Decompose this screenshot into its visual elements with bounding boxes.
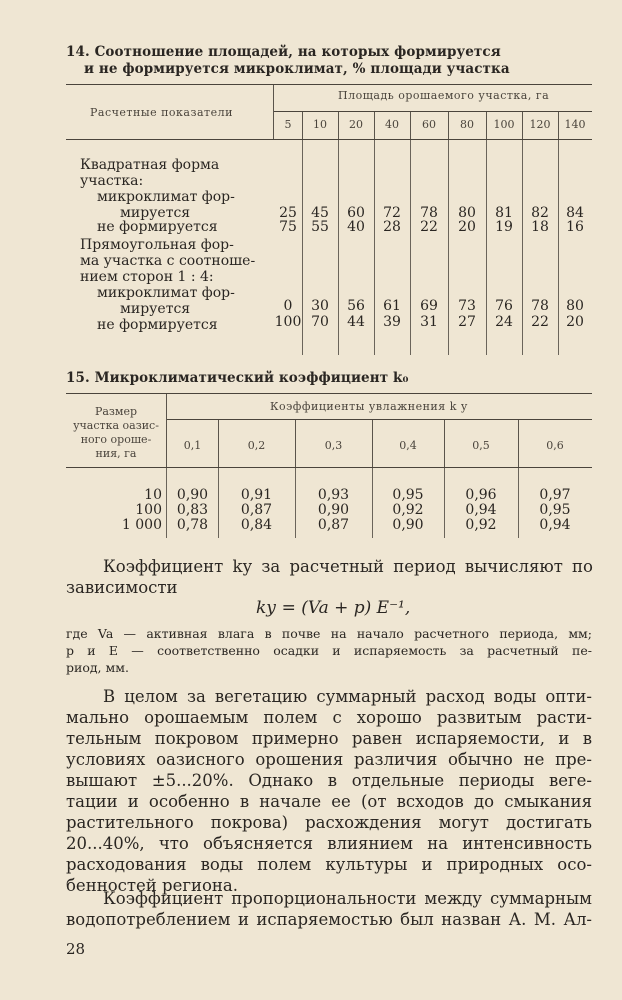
- table15-cell: 0,92: [465, 517, 497, 533]
- table15-top-rule: [66, 393, 592, 394]
- table14-cell: 80: [458, 205, 476, 221]
- para1-line2: зависимости: [66, 578, 178, 597]
- table14-header-rule: [66, 139, 592, 140]
- table14-cell: 56: [347, 298, 365, 314]
- table14-cell: 73: [458, 298, 476, 314]
- table14-cell: 70: [311, 314, 329, 330]
- paragraph-line: бенностей региона.: [66, 876, 238, 895]
- table14-area-header: 5: [284, 118, 292, 131]
- table14-row-label: нием сторон 1 : 4:: [80, 269, 214, 285]
- table14-cell: 82: [531, 205, 549, 221]
- table14-col-header: Расчетные показатели: [90, 106, 233, 119]
- table14-cell: 22: [420, 219, 438, 235]
- table15-cell: 0,87: [317, 517, 350, 533]
- table15-column-rule: [218, 420, 219, 467]
- table15-col-header-line: ния, га: [95, 447, 137, 460]
- paragraph-line: 20...40%, что объясняется влиянием на интенсивность: [66, 834, 592, 853]
- table14-cell: 30: [311, 298, 329, 314]
- table15-col-header-line: Размер: [94, 405, 138, 418]
- table15-cell: 0,90: [317, 502, 350, 518]
- table14-row-label: микроклимат фор-: [97, 189, 235, 205]
- table14-cell: 80: [566, 298, 584, 314]
- table14-cell: 60: [347, 205, 365, 221]
- table15-cell: 0,87: [240, 502, 273, 518]
- paragraph-line: В целом за вегетацию суммарный расход воды опти-: [103, 687, 592, 706]
- paragraph-line: вышают ±5...20%. Однако в отдельные периоды веге-: [66, 771, 592, 790]
- table14-row-label: Квадратная форма: [80, 157, 220, 173]
- table15-header-divider: [166, 394, 167, 468]
- table14-cell: 81: [495, 205, 513, 221]
- table14-row-label: не формируется: [97, 317, 218, 333]
- table15-coef-header: 0,6: [546, 439, 564, 452]
- table14-row-label: мируется: [120, 205, 191, 221]
- table14-cell: 61: [383, 298, 401, 314]
- table15-column-rule: [372, 420, 373, 467]
- table14-column-rule: [374, 112, 375, 139]
- table15-cell: 0,93: [317, 487, 350, 503]
- table14-cell: 24: [495, 314, 513, 330]
- table15-column-rule: [518, 420, 519, 467]
- paragraph-line: Коэффициент пропорциональности между суммарным: [103, 889, 592, 908]
- table15-coef-header: 0,1: [183, 439, 202, 452]
- paragraph-line: мально орошаемым полем с хорошо развитым расти-: [66, 708, 592, 727]
- table15-size-cell: 1 000: [121, 517, 162, 533]
- table15-col-header-line: ного ороше-: [80, 433, 152, 446]
- table14-area-header: 10: [313, 118, 327, 131]
- table14-column-rule: [448, 112, 449, 139]
- table14-cell: 28: [383, 219, 401, 235]
- table14-cell: 69: [420, 298, 438, 314]
- table15-cell: 0,78: [176, 517, 209, 533]
- table15-cell: 0,94: [539, 517, 571, 533]
- table15-column-rule: [444, 420, 445, 467]
- table14-cell: 0: [283, 298, 293, 314]
- table14-column-rule: [558, 112, 559, 139]
- table14-cell: 31: [420, 314, 438, 330]
- table15-col-header-line: участка оазис-: [73, 419, 159, 432]
- table14-cell: 78: [420, 205, 438, 221]
- table14-cell: 25: [279, 205, 297, 221]
- paragraph-line: водопотреблением и испаряемостью был назван А. М. Ал-: [66, 910, 592, 929]
- table14-area-header: 40: [385, 118, 399, 131]
- table14-column-rule: [486, 112, 487, 139]
- page-number: 28: [66, 940, 86, 958]
- table14-column-rule: [338, 112, 339, 139]
- table15-cell: 0,97: [539, 487, 571, 503]
- table14-cell: 20: [458, 219, 476, 235]
- table14-row-label: Прямоугольная фор-: [80, 237, 234, 253]
- table15-cell: 0,90: [176, 487, 209, 503]
- table14-area-header: 100: [493, 118, 515, 131]
- table14-cell: 40: [347, 219, 365, 235]
- table14-cell: 55: [311, 219, 329, 235]
- table14-row-label: ма участка с соотноше-: [80, 253, 256, 269]
- table15-group-rule: [167, 419, 592, 420]
- table14-caption-line2: и не формируется микроклимат, % площади участка: [84, 61, 510, 77]
- table14-cell: 100: [274, 314, 302, 330]
- paragraph-line: растительного покрова) расхождения могут достигать: [66, 813, 592, 832]
- para1-line1: Коэффициент kу за расчетный период вычисляют по: [103, 557, 593, 576]
- table14-cell: 22: [531, 314, 549, 330]
- table14-cell: 18: [531, 219, 549, 235]
- paragraph-line: условиях оазисного орошения различия обычно не пре-: [66, 750, 592, 769]
- table14-row-label: не формируется: [97, 219, 218, 235]
- table15-header-rule: [66, 467, 592, 468]
- table15-size-cell: 10: [144, 487, 162, 503]
- table14-row-label: участка:: [80, 173, 144, 189]
- table14-top-rule: [66, 84, 592, 85]
- table15-column-rule: [295, 420, 296, 467]
- table14-column-rule: [410, 112, 411, 139]
- table15-coef-header: 0,5: [472, 439, 490, 452]
- table15-size-cell: 100: [135, 502, 162, 518]
- table15-cell: 0,90: [392, 517, 424, 533]
- table15-group-header: Коэффициенты увлажнения k у: [270, 400, 468, 413]
- table14-cell: 76: [495, 298, 513, 314]
- table15-cell: 0,94: [465, 502, 497, 518]
- table15-cell: 0,95: [392, 487, 424, 503]
- table14-cell: 27: [458, 314, 476, 330]
- table14-cell: 16: [566, 219, 584, 235]
- table14-column-rule: [302, 112, 303, 139]
- table14-cell: 20: [566, 314, 584, 330]
- table14-row-label: мируется: [120, 301, 191, 317]
- note-line3: риод, мм.: [66, 660, 129, 675]
- formula: kу = (Va + p) E⁻¹,: [256, 598, 411, 618]
- table14-caption-line1: 14. Соотношение площадей, на которых формируется: [66, 44, 501, 60]
- paragraph-line: расходования воды полем культуры и природных осо-: [66, 855, 592, 874]
- table15-cell: 0,92: [392, 502, 424, 518]
- table14-column-rule: [522, 112, 523, 139]
- table14-area-header: 120: [529, 118, 551, 131]
- table15-cell: 0,91: [240, 487, 273, 503]
- paragraph-line: тельным покровом примерно равен испаряемости, и в: [66, 729, 592, 748]
- table14-cell: 84: [566, 205, 584, 221]
- table14-cell: 39: [383, 314, 401, 330]
- table14-cell: 75: [279, 219, 297, 235]
- table14-cell: 45: [311, 205, 329, 221]
- table15-cell: 0,96: [465, 487, 497, 503]
- table14-cell: 72: [383, 205, 401, 221]
- table15-caption: 15. Микроклиматический коэффициент k₀: [66, 370, 409, 386]
- paragraph-line: тации и особенно в начале ее (от всходов до смыкания: [66, 792, 592, 811]
- table14-area-header: 20: [349, 118, 363, 131]
- table14-cell: 44: [347, 314, 365, 330]
- note-line1: где Va — активная влага в почве на начало расчетного периода, мм;: [66, 626, 592, 641]
- table15-coef-header: 0,3: [324, 439, 343, 452]
- table14-cell: 78: [531, 298, 549, 314]
- table15-coef-header: 0,4: [399, 439, 417, 452]
- table14-row-label: микроклимат фор-: [97, 285, 235, 301]
- table15-cell: 0,83: [176, 502, 209, 518]
- table14-area-header: 140: [564, 118, 586, 131]
- table15-coef-header: 0,2: [247, 439, 266, 452]
- table14-area-header: 60: [422, 118, 436, 131]
- table14-cell: 19: [495, 219, 513, 235]
- table14-group-header: Площадь орошаемого участка, га: [338, 89, 550, 102]
- table14-area-header: 80: [460, 118, 474, 131]
- table15-cell: 0,95: [539, 502, 571, 518]
- note-line2: p и E — соответственно осадки и испаряемость за расчетный пе-: [66, 643, 592, 658]
- table15-cell: 0,84: [240, 517, 273, 533]
- table14-group-rule: [274, 111, 592, 112]
- table15-col-header: [70, 405, 162, 461]
